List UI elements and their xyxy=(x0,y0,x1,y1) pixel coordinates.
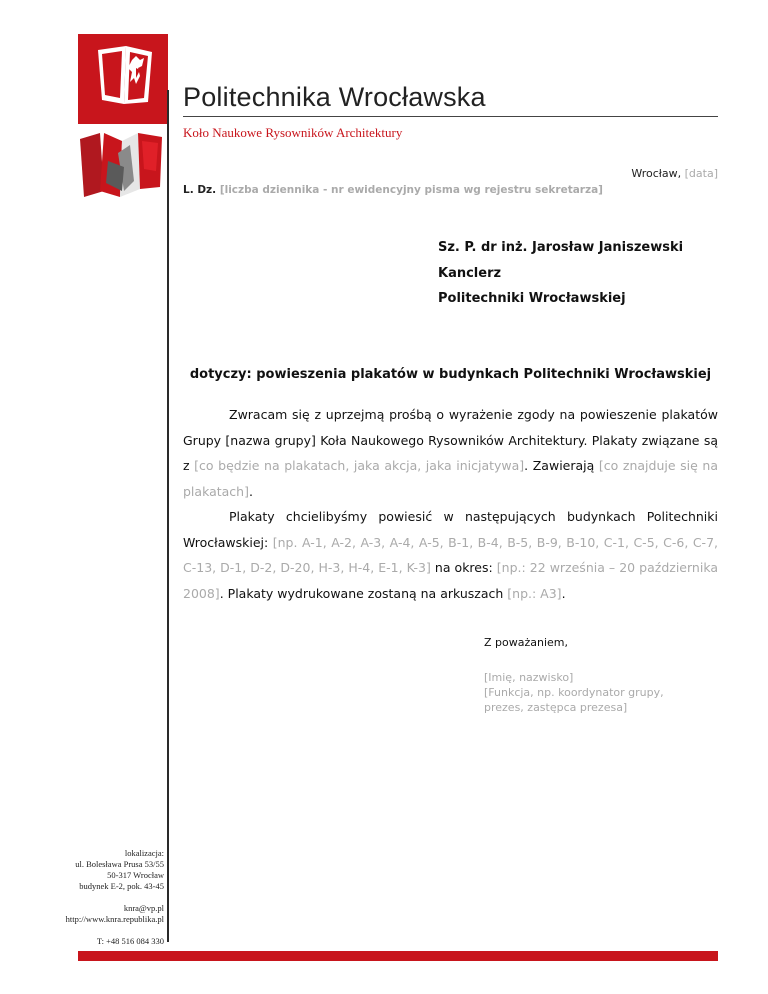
addressee-name: Sz. P. dr inż. Jarosław Janiszewski xyxy=(438,240,684,255)
p2-text-a: Plakaty chcielibyśmy powiesić w następujących budynkach Politechniki Wrocławskiej: xyxy=(183,509,718,550)
footer-contact xyxy=(20,848,164,947)
knra-logo-icon xyxy=(78,131,168,199)
p2-text-b: na okres: xyxy=(430,560,497,575)
journal-number xyxy=(183,184,603,196)
p2-text-d: . xyxy=(561,585,566,601)
p2-placeholder-3: [np.: A3] xyxy=(507,585,562,601)
p1-text-c: . xyxy=(248,483,253,499)
university-name: Politechnika Wrocławska xyxy=(183,82,486,112)
addressee-title: Kanclerz xyxy=(438,266,502,281)
p1-placeholder-2: [co znajduje się na plakatach] xyxy=(183,458,719,499)
phone-number: T: +48 516 084 330 xyxy=(96,936,164,946)
p2-placeholder-1: [np. A-1, A-2, A-3, A-4, A-5, B-1, B-4, B-5, B-9, B-10, C-1, C-5, C-6, C-7, C-13, D-1, D-2, D-20, H-3, H-4, E-1, K-3] xyxy=(183,534,718,575)
p2-text-c: . Plakaty wydrukowane zostaną na arkuszach xyxy=(219,585,508,601)
ldz-placeholder: [liczba dziennika - nr ewidencyjny pisma wg rejestru sekretarza] xyxy=(219,184,603,196)
p1-text-a: Zwracam się z uprzejmą prośbą o wyrażenie zgody na powieszenie plakatów Grupy [nazwa grupy] Koła Naukowego Rysowników Architektury. Plakaty związane są z xyxy=(183,407,718,473)
city: Wrocław, xyxy=(631,167,682,180)
footer-red-bar xyxy=(78,951,718,961)
p1-placeholder-1: [co będzie na plakatach, jaka akcja, jaka inicjatywa] xyxy=(194,458,525,473)
postcode-city: 50-317 Wrocław xyxy=(107,870,164,880)
function-placeholder-2: prezes, zastępca prezesa] xyxy=(484,701,628,714)
eagle-crest-logo-icon xyxy=(78,34,168,124)
building-room: budynek E-2, pok. 43-45 xyxy=(79,881,164,891)
p1-text-b: . Zawierają xyxy=(524,458,599,473)
ldz-label: L. Dz. xyxy=(183,184,217,196)
place-date xyxy=(631,167,718,180)
p2-placeholder-2: [np.: 22 września – 20 października 2008] xyxy=(183,560,718,601)
website-link[interactable]: http://www.knra.republika.pl xyxy=(65,914,164,924)
university-logo xyxy=(78,34,168,124)
location-label: lokalizacja: xyxy=(124,848,164,858)
club-logo xyxy=(78,131,168,199)
paragraph-1 xyxy=(183,402,718,504)
name-placeholder: [Imię, nazwisko] xyxy=(484,671,574,684)
header-divider xyxy=(183,116,718,117)
addressee-institution: Politechniki Wrocławskiej xyxy=(438,291,626,306)
street-address: ul. Bolesława Prusa 53/55 xyxy=(75,859,164,869)
function-placeholder-1: [Funkcja, np. koordynator grupy, xyxy=(484,686,664,699)
email-link[interactable]: knra@vp.pl xyxy=(123,903,164,913)
subject-line: dotyczy: powieszenia plakatów w budynkach Politechniki Wrocławskiej xyxy=(189,367,712,382)
margin-vertical-line xyxy=(167,90,169,942)
club-name: Koło Naukowe Rysowników Architektury xyxy=(183,125,403,140)
closing: Z poważaniem, xyxy=(484,636,569,649)
letter-body xyxy=(183,402,718,606)
date-placeholder: [data] xyxy=(684,167,718,180)
paragraph-2 xyxy=(183,504,718,606)
